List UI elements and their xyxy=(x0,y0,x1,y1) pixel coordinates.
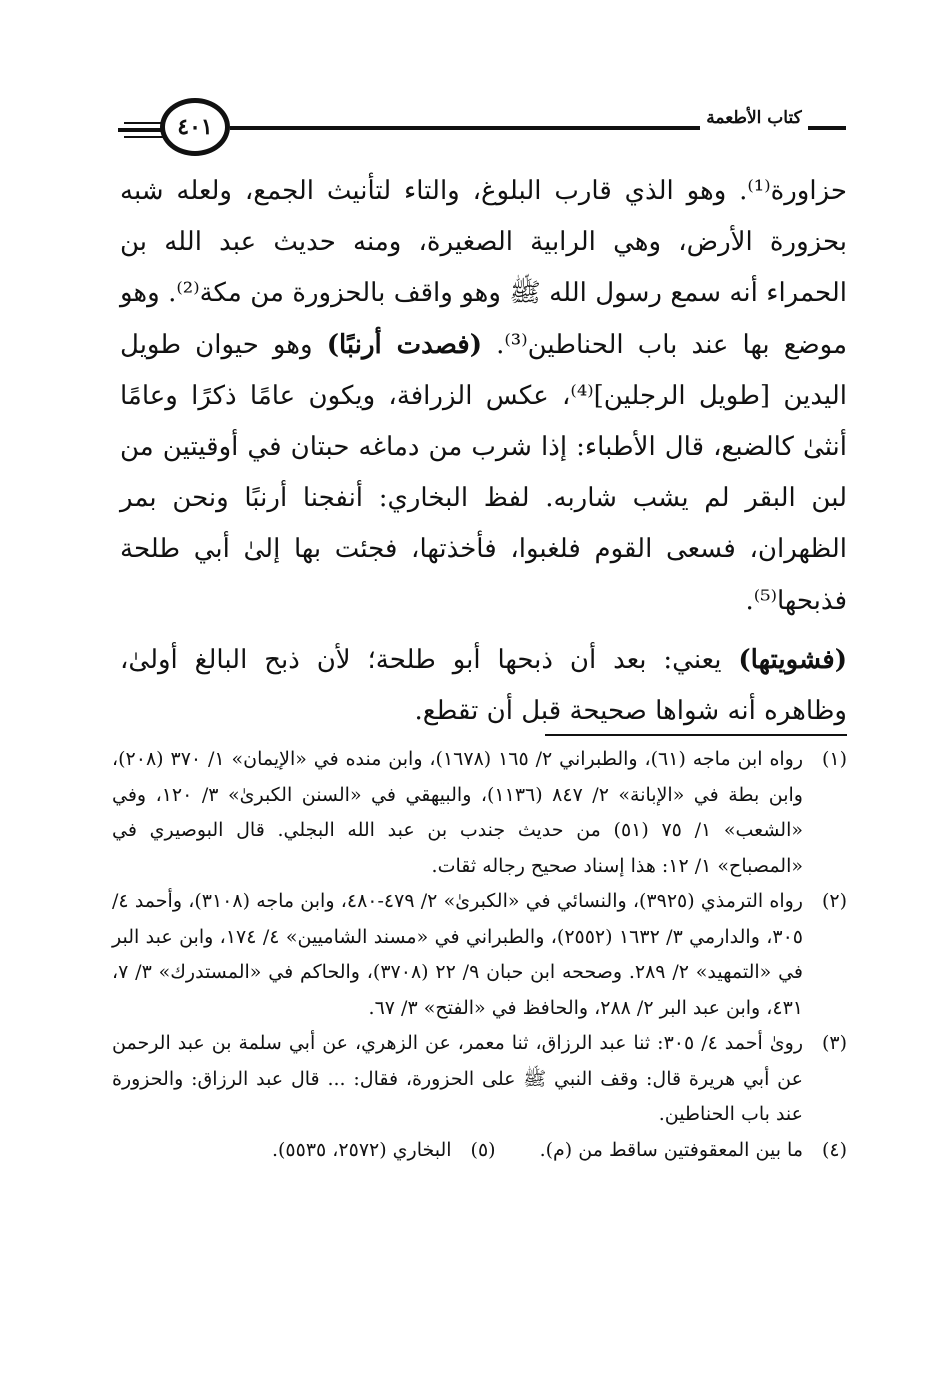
paragraph-text: يعني: بعد أن ذبحها أبو طلحة؛ لأن ذبح البالغ أولىٰ، وظاهره أنه شواها صحيحة قبل أن تقطع. xyxy=(120,644,847,727)
footnote-row xyxy=(112,1133,847,1169)
paragraph-text: حزاورة⁽¹⁾. وهو الذي قارب البلوغ، والتاء لتأنيث الجمع، ولعله شبه بحزورة الأرض، وهي الرابية الصغيرة، ومنه حديث عبد الله بن الحمراء أنه سمع رسول الله ﷺ وهو واقف بالحزورة من مكة⁽²⁾. وهو موضع بها عند باب الحناطين⁽³⁾. xyxy=(120,176,848,360)
paragraph xyxy=(120,166,847,627)
main-text xyxy=(120,166,847,737)
footnote xyxy=(112,884,847,1026)
footnote xyxy=(112,1026,847,1133)
footnote-number: (٥) xyxy=(470,1138,496,1161)
footnote xyxy=(112,742,847,884)
page-number: ٤٠١ xyxy=(177,114,213,140)
footnote-text: ما بين المعقوفتين ساقط من (م). xyxy=(539,1138,803,1161)
footnote xyxy=(272,1133,496,1169)
footnote-text: رواه ابن ماجه (٦١)، والطبراني ٢/ ١٦٥ (١٦٧٨)، وابن منده في «الإيمان» ١/ ٣٧٠ (٢٠٨)، وابن بطة في «الإبانة» ٢/ ٨٤٧ (١١٣٦)، والبيهقي في «السنن الكبرىٰ» ٣/ ١٢٠، وفي «الشعب» ١/ ٧٥ (٥١) من حديث جندب بن عبد الله البجلي. قال البوصيري في «المصباح» ١/ ١٢: هذا إسناد صحيح رجاله ثقات. xyxy=(112,748,804,877)
footnote-text: رواه الترمذي (٣٩٢٥)، والنسائي في «الكبرىٰ» ٢/ ٤٧٩-٤٨٠، وابن ماجه (٣١٠٨)، وأحمد ٤/ ٣٠٥، والدارمي ٣/ ١٦٣٢ (٢٥٥٢)، والطبراني في «مسند الشاميين» ٤/ ١٧٤، وابن عبد البر في «التمهيد» ٢/ ٢٨٩. وصححه ابن حبان ٩/ ٢٢ (٣٧٠٨)، والحاكم في «المستدرك» ٣/ ٧، ٤٣١، وابن عبد البر ٢/ ٢٨٨، والحافظ في «الفتح» ٣/ ٦٧. xyxy=(112,890,804,1019)
footnote-text: البخاري (٢٥٧٢، ٥٥٣٥). xyxy=(271,1138,452,1161)
footnote xyxy=(540,1133,847,1169)
paragraph-text: وهو حيوان طويل اليدين [طويل الرجلين]⁽⁴⁾، عكس الزرافة، ويكون عامًا ذكرًا وعامًا أنثىٰ كالضبع، قال الأطباء: إذا شرب من دماغه حبتان في أوقيتين من لبن البقر لم يشب شاربه. لفظ البخاري: أنفجنا أرنبًا ونحن بمر الظهران، فسعى القوم فلغبوا، فأخذتها، فجئت بها إلىٰ أبي طلحة فذبحها⁽⁵⁾. xyxy=(120,329,847,616)
footnote-text: روىٰ أحمد ٤/ ٣٠٥: ثنا عبد الرزاق، ثنا معمر، عن الزهري، عن أبي سلمة بن عبد الرحمن عن أبي هريرة قال: وقف النبي ﷺ على الحزورة، فقال: ... قال عبد الرزاق: والحزورة عند باب الحناطين. xyxy=(112,1032,803,1125)
page-header xyxy=(118,94,848,166)
paragraph xyxy=(120,635,847,737)
header-rule xyxy=(230,126,700,130)
quoted-phrase: (فصدت أرنبًا) xyxy=(326,329,483,360)
header-rule xyxy=(808,126,846,130)
footnote-number: (٤) xyxy=(821,1138,847,1161)
chapter-title: كتاب الأطعمة xyxy=(706,108,802,128)
footnotes xyxy=(112,742,847,1168)
header-rule xyxy=(124,122,164,124)
footnote-separator xyxy=(545,734,847,736)
quoted-phrase: (فشويتها) xyxy=(738,644,847,675)
header-rule xyxy=(124,136,164,138)
footnote-number: (٣) xyxy=(821,1032,847,1054)
page-number-badge xyxy=(160,98,230,156)
header-rule xyxy=(118,128,164,132)
footnote-number: (١) xyxy=(821,748,847,770)
footnote-number: (٢) xyxy=(821,890,847,912)
